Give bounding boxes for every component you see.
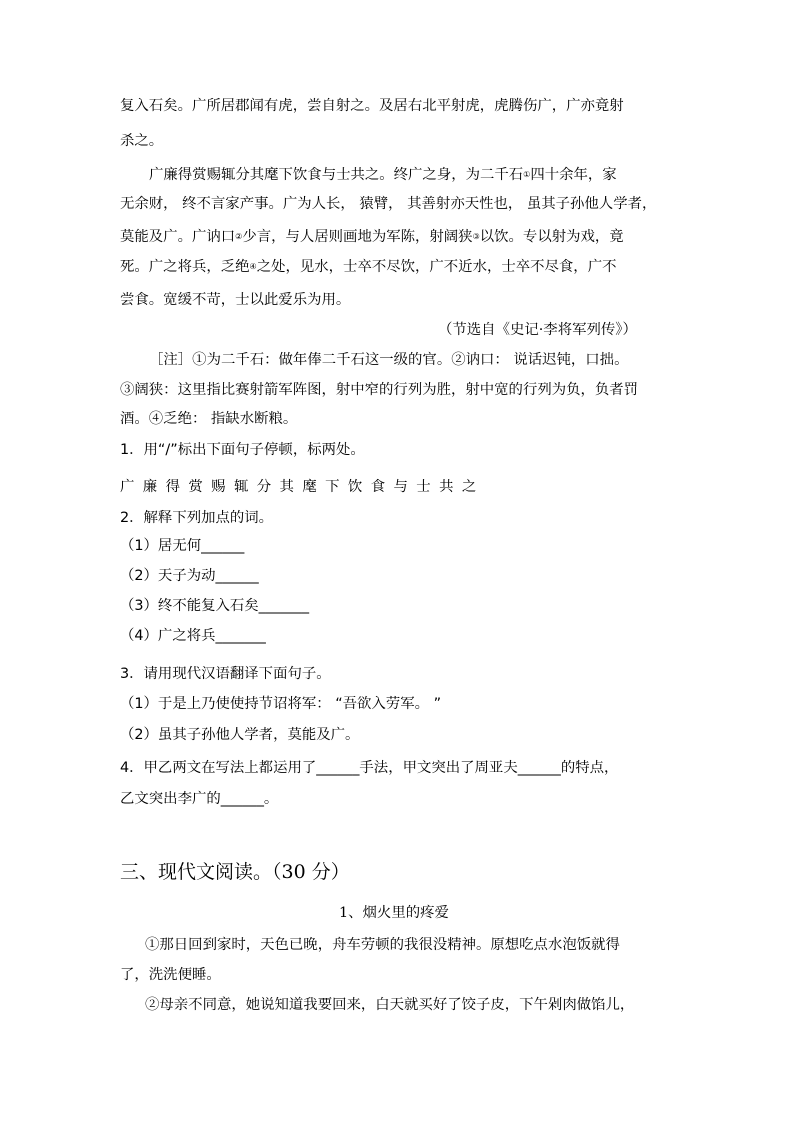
- article-paragraph-2-line-1: ②母亲不同意，她说知道我要回来，白天就买好了饺子皮，下午剁肉做馅儿，: [145, 997, 635, 1013]
- footnote-marker-1: ①: [523, 170, 531, 179]
- question-2-item-3: （3）终不能复入石矣_______: [120, 598, 310, 614]
- question-4-line-1: 4．甲乙两文在写法上都运用了______手法，甲文突出了周亚夫______的特点，: [120, 760, 619, 776]
- passage-line-5: [120, 227, 624, 247]
- passage-line-4: 无余财， 终不言家产事。广为人长， 猿臂， 其善射亦天性也， 虽其子孙他人学者，: [120, 196, 657, 212]
- footnote-marker-4: ④: [249, 262, 257, 271]
- passage-text: 少言，与人居则画地为军陈，射阔狭: [242, 229, 473, 245]
- question-1: 1．用“/”标出下面句子停顿，标两处。: [120, 442, 365, 458]
- passage-text: 四十余年，家: [530, 167, 617, 183]
- notes-line-3: 酒。④乏绝： 指缺水断粮。: [120, 411, 298, 427]
- question-3: 3．请用现代汉语翻译下面句子。: [120, 666, 331, 682]
- footnote-marker-3: ③: [472, 232, 480, 241]
- notes-line-1: ［注］①为二千石：做年俸二千石这一级的官。②讷口： 说话迟钝，口拙。: [149, 352, 629, 368]
- article-paragraph-1-line-2: 了，洗洗便睡。: [120, 967, 221, 983]
- passage-line-6: [120, 257, 616, 277]
- passage-text: 以饮。专以射为戏，竟: [479, 229, 624, 245]
- footnote-marker-2: ②: [235, 232, 243, 241]
- article-paragraph-1-line-1: ①那日回到家时，天色已晚，舟车劳顿的我很没精神。原想吃点水泡饭就得: [145, 937, 620, 953]
- question-3-item-1: （1）于是上乃使使持节诏将军： “吾欲入劳军。 ”: [120, 696, 442, 712]
- passage-line-2: 杀之。: [120, 133, 164, 149]
- notes-line-2: ③阔狭：这里指比赛射箭军阵图，射中窄的行列为胜，射中宽的行列为负，负者罚: [120, 382, 639, 398]
- passage-line-1: 复入石矣。广所居郡闻有虎，尝自射之。及居右北平射虎，虎腾伤广，广亦竟射: [120, 98, 624, 114]
- passage-source: （节选自《史记·李将军列传》）: [438, 322, 637, 338]
- question-2-item-2: （2）天子为动______: [120, 568, 259, 584]
- question-2-item-4: （4）广之将兵_______: [120, 628, 266, 644]
- passage-text: 广廉得赏赐辄分其麾下饮食与士共之。终广之身，为二千石: [149, 167, 524, 183]
- passage-line-7: 尝食。宽缓不苛，士以此爱乐为用。: [120, 292, 351, 308]
- question-3-item-2: （2）虽其子孙他人学者，莫能及广。: [120, 727, 360, 743]
- question-2: 2．解释下列加点的词。: [120, 510, 274, 526]
- question-1-sentence: 广廉得赏赐辄分其麾下饮食与士共之: [120, 479, 485, 495]
- passage-line-3: [149, 165, 617, 185]
- passage-text: 之处，见水，士卒不尽饮，广不近水，士卒不尽食，广不: [256, 259, 617, 275]
- article-title: 1、烟火里的疼爱: [339, 905, 449, 921]
- question-2-item-1: （1）居无何______: [120, 538, 245, 554]
- passage-text: 死。广之将兵，乏绝: [120, 259, 250, 275]
- question-4-line-2: 乙文突出李广的______。: [120, 791, 279, 807]
- passage-text: 莫能及广。广讷口: [120, 229, 236, 245]
- section-heading: 三、现代文阅读。（30 分）: [120, 861, 350, 883]
